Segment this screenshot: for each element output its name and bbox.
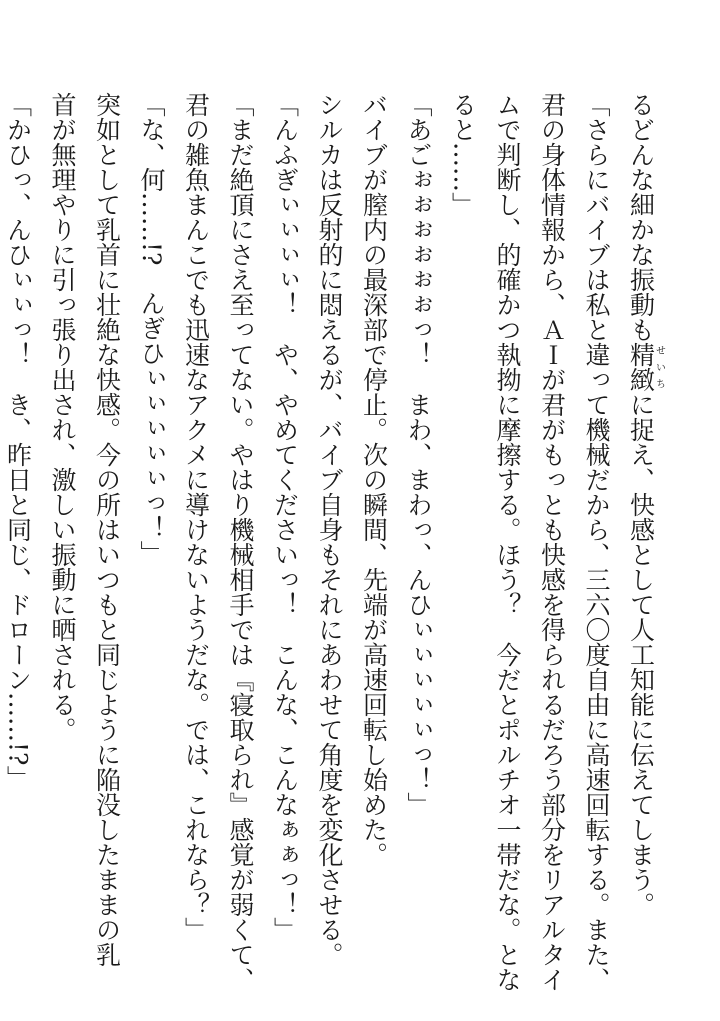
text-line-5: ると……」	[448, 92, 478, 217]
text-line-9: 「んふぎぃぃぃぃ！ や、やめてくださいっ！ こんな、こんなぁぁっ！」	[270, 92, 300, 942]
text-line-13: 突如として乳首に壮絶な快感。今の所はいつもと同じように陥没したままの乳	[92, 92, 122, 967]
text-line-8: シルカは反射的に悶えるが、バイブ自身もそれにあわせて角度を変化させる。	[315, 92, 344, 967]
text-line-11: 君の雑魚まんこでも迅速なアクメに導けないようだな。では、これなら？」	[181, 92, 211, 942]
text-line-6: 「あごぉぉぉぉぉぉっ！ まわ、まわっ、んひぃぃぃぃぃっ！」	[404, 92, 433, 817]
line-1-after: に捉え、快感として人工知能に伝えてしまう。	[626, 392, 656, 917]
vertical-text-body	[0, 92, 665, 992]
text-line-15: 「かひっ、んひぃぃっ！ き、昨日と同じ、ドローン……!?」	[3, 92, 33, 791]
text-line-10: 「まだ絶頂にさえ至ってない。やはり機械相手では『寝取られ』感覚が弱くて、	[226, 92, 255, 992]
text-line-12: 「な、何……!? んぎひぃぃぃぃぃっ！」	[137, 92, 166, 566]
ruby-base: 精緻	[626, 342, 656, 392]
text-line-2: 「さらにバイブは私と違って機械だから、三六〇度自由に高速回転する。また、	[582, 92, 611, 992]
text-line-1	[618, 92, 664, 972]
text-line-14: 首が無理やりに引っ張り出され、激しい振動に晒される。	[48, 92, 77, 742]
ruby-reading: せいち	[653, 342, 665, 392]
text-line-7: バイブが膣内の最深部で停止。次の瞬間、先端が高速回転し始めた。	[359, 92, 389, 867]
text-line-4: ムで判断し、的確かつ執拗に摩擦する。ほう？ 今だとポルチオ一帯だな。とな	[493, 92, 522, 992]
ruby-word	[626, 342, 665, 392]
line-1-before: るどんな細かな振動も	[626, 92, 656, 342]
text-line-3: 君の身体情報から、ＡＩが君がもっとも快感を得られるだろう部分をリアルタイ	[537, 92, 567, 992]
